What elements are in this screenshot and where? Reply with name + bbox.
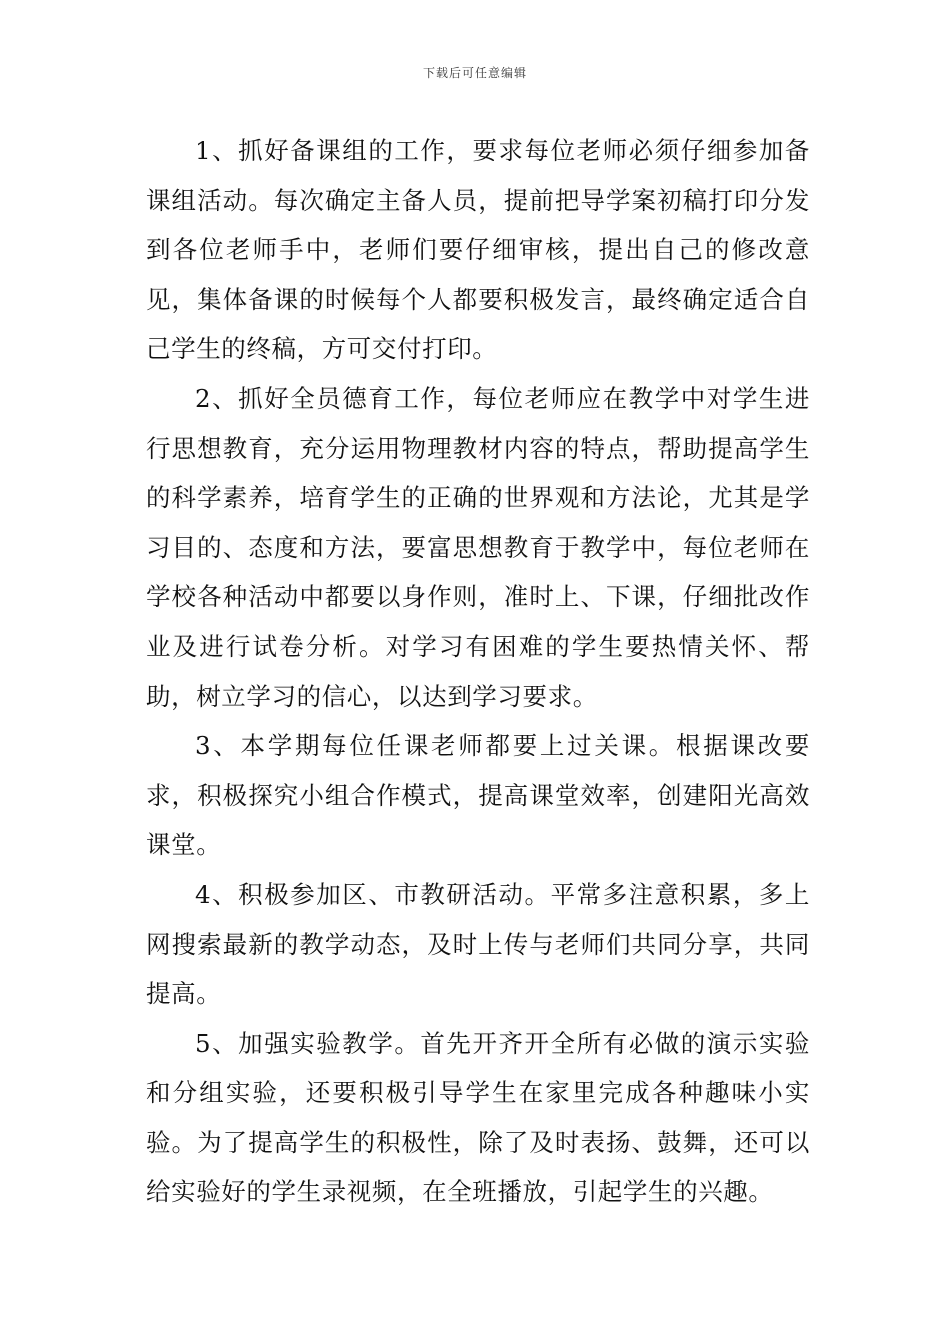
paragraph-5: 5、加强实验教学。首先开齐开全所有必做的演示实验和分组实验，还要积极引导学生在家里完成各种趣味小实验。为了提高学生的积极性，除了及时表扬、鼓舞，还可以给实验好的学生录视频，在全班播放，引起学生的兴趣。 xyxy=(146,1028,810,1207)
paragraph-2: 2、抓好全员德育工作，每位老师应在教学中对学生进行思想教育，充分运用物理教材内容的特点，帮助提高学生的科学素养，培育学生的正确的世界观和方法论，尤其是学习目的、态度和方法，要富思想教育于教学中，每位老师在学校各种活动中都要以身作则，准时上、下课，仔细批改作业及进行试卷分析。对学习有困难的学生要热情关怀、帮助，树立学习的信心，以达到学习要求。 xyxy=(146,383,810,711)
header-note: 下载后可任意编辑 xyxy=(422,66,527,80)
paragraph-1: 1、抓好备课组的工作，要求每位老师必须仔细参加备课组活动。每次确定主备人员，提前把导学案初稿打印分发到各位老师手中，老师们要仔细审核，提出自己的修改意见，集体备课的时候每个人都要积极发言，最终确定适合自己学生的终稿，方可交付打印。 xyxy=(146,136,810,364)
document-body xyxy=(146,126,810,1217)
paragraph-4: 4、积极参加区、市教研活动。平常多注意积累，多上网搜索最新的教学动态，及时上传与老师们共同分享，共同提高。 xyxy=(146,879,810,1009)
paragraph-3: 3、本学期每位任课老师都要上过关课。根据课改要求，积极探究小组合作模式，提高课堂效率，创建阳光高效课堂。 xyxy=(146,731,810,860)
